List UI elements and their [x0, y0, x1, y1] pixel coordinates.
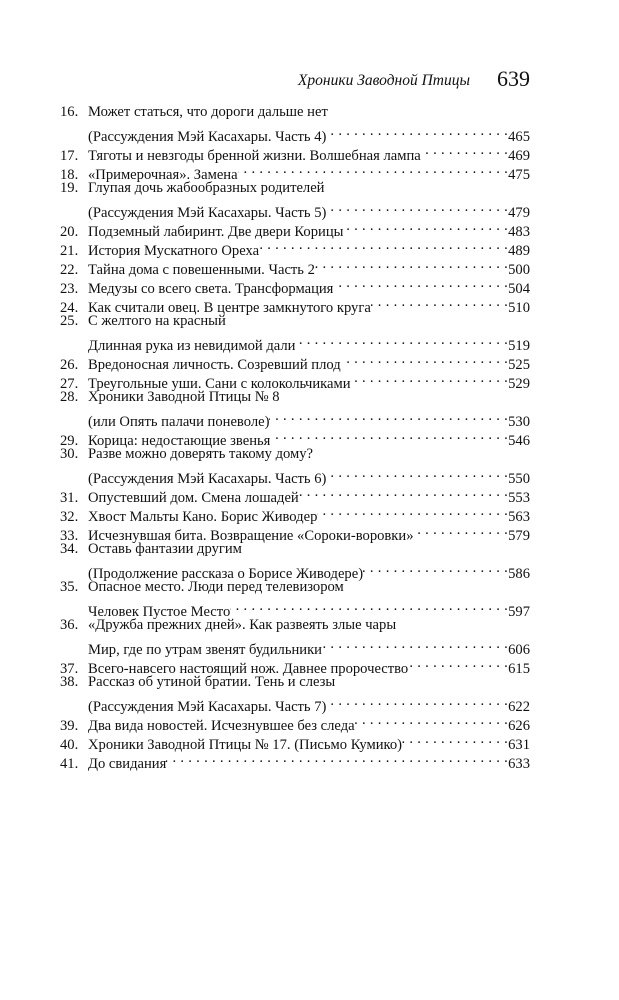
dot-leader [408, 654, 508, 673]
dot-leader [322, 635, 508, 654]
toc-line [60, 673, 530, 692]
toc-entry-title: Хроники Заводной Птицы № 17. (Письмо Кумико) [88, 737, 403, 753]
toc-entry [60, 179, 530, 221]
toc-entry-title: Мир, где по утрам звенят будильники [88, 642, 322, 658]
dot-leader [270, 426, 508, 445]
table-of-contents [60, 103, 530, 772]
toc-entry-number: 27. [60, 376, 79, 392]
toc-entry-title: Два вида новостей. Исчезнувшее без следа [88, 718, 355, 734]
toc-entry-title: (Продолжение рассказа о Борисе Живодере) [88, 566, 364, 582]
toc-entry-title: Опасное место. Люди перед телевизором [88, 579, 344, 595]
toc-entry-page: 525 [508, 357, 530, 373]
dot-leader [326, 122, 508, 141]
toc-entry-title: Опустевший дом. Смена лошадей [88, 490, 299, 506]
toc-line [60, 179, 530, 198]
toc-entry [60, 578, 530, 620]
toc-entry [60, 445, 530, 487]
dot-leader [421, 141, 508, 160]
toc-entry-title: Глупая дочь жабообразных родителей [88, 180, 325, 196]
toc-entry-title: (Рассуждения Мэй Касахары. Часть 6) [88, 471, 327, 487]
toc-entry-title: Тяготы и невзгоды бренной жизни. Волшебная лампа [88, 148, 421, 164]
dot-leader [333, 274, 508, 293]
toc-entry-title: Тайна дома с повешенными. Часть 2 [88, 262, 315, 278]
toc-entry-page: 489 [508, 243, 530, 259]
toc-entry-page: 510 [508, 300, 530, 316]
dot-leader [371, 293, 508, 312]
toc-entry-number: 31. [60, 490, 79, 506]
dot-leader [299, 483, 508, 502]
toc-entry-page: 579 [508, 528, 530, 544]
toc-entry-title: Человек Пустое Место [88, 604, 231, 620]
dot-leader [259, 236, 508, 255]
toc-entry-number: 17. [60, 148, 79, 164]
toc-entry-page: 529 [508, 376, 530, 392]
toc-entry-title: Может статься, что дороги дальше нет [88, 104, 328, 120]
toc-entry-title: Вредоносная личность. Созревший плод [88, 357, 341, 373]
toc-entry-number: 33. [60, 528, 79, 544]
toc-entry-page: 633 [508, 756, 530, 772]
toc-line [60, 559, 530, 582]
toc-entry-number: 21. [60, 243, 79, 259]
dot-leader [402, 730, 508, 749]
dot-leader [351, 369, 509, 388]
toc-entry-title: Разве можно доверять такому дому? [88, 446, 314, 462]
toc-line [60, 122, 530, 145]
toc-line [60, 445, 530, 464]
toc-entry-number: 20. [60, 224, 79, 240]
toc-entry-number: 19. [60, 180, 79, 196]
dot-leader [326, 464, 508, 483]
toc-entry-number: 35. [60, 579, 79, 595]
toc-entry-page: 546 [508, 433, 530, 449]
dot-leader [343, 217, 508, 236]
toc-entry-page: 469 [508, 148, 530, 164]
toc-entry-page: 626 [508, 718, 530, 734]
toc-entry-number: 37. [60, 661, 79, 677]
toc-entry-number: 29. [60, 433, 79, 449]
toc-entry-number: 36. [60, 617, 79, 633]
toc-entry-page: 479 [508, 205, 530, 221]
toc-entry-title: (Рассуждения Мэй Касахары. Часть 5) [88, 205, 327, 221]
toc-entry-title: «Примерочная». Замена [88, 167, 238, 183]
toc-line [60, 597, 530, 620]
toc-entry-title: Треугольные уши. Сани с колокольчиками [88, 376, 351, 392]
toc-entry-page: 553 [508, 490, 530, 506]
toc-entry-page: 563 [508, 509, 530, 525]
toc-entry-page: 550 [508, 471, 530, 487]
toc-entry [60, 616, 530, 658]
toc-entry-title: (или Опять палачи поневоле) [88, 414, 270, 430]
toc-entry-number: 34. [60, 541, 79, 557]
toc-entry-page: 483 [508, 224, 530, 240]
dot-leader [238, 160, 509, 179]
toc-line [60, 692, 530, 715]
toc-entry-number: 41. [60, 756, 79, 772]
toc-entry-page: 504 [508, 281, 530, 297]
dot-leader [326, 692, 508, 711]
toc-line [60, 407, 530, 430]
toc-entry-number: 28. [60, 389, 79, 405]
dot-leader [317, 502, 508, 521]
toc-line [60, 198, 530, 221]
toc-entry-title: «Дружба прежних дней». Как развеять злые чары [88, 617, 397, 633]
toc-line [60, 578, 530, 597]
toc-line [60, 103, 530, 122]
toc-entry-title: Рассказ об утиной братии. Тень и слезы [88, 674, 336, 690]
toc-entry-title: С желтого на красный [88, 313, 226, 329]
toc-entry-page: 615 [508, 661, 530, 677]
toc-entry-title: (Рассуждения Мэй Касахары. Часть 4) [88, 129, 327, 145]
toc-entry-number: 32. [60, 509, 79, 525]
toc-entry-title: Медузы со всего света. Трансформация [88, 281, 334, 297]
toc-entry-title: Подземный лабиринт. Две двери Корицы [88, 224, 344, 240]
toc-entry-number: 16. [60, 104, 79, 120]
toc-entry-number: 23. [60, 281, 79, 297]
toc-entry-title: (Рассуждения Мэй Касахары. Часть 7) [88, 699, 327, 715]
dot-leader [414, 521, 509, 540]
toc-entry-number: 30. [60, 446, 79, 462]
toc-entry-number: 26. [60, 357, 79, 373]
toc-entry [60, 103, 530, 145]
toc-entry-number: 22. [60, 262, 79, 278]
dot-leader [363, 559, 508, 578]
toc-line [60, 616, 530, 635]
dot-leader [326, 198, 508, 217]
toc-entry-number: 40. [60, 737, 79, 753]
toc-entry-title: Длинная рука из невидимой дали [88, 338, 296, 354]
toc-line [60, 635, 530, 658]
toc-entry-number: 25. [60, 313, 79, 329]
toc-entry-title: Как считали овец. В центре замкнутого круга [88, 300, 371, 316]
dot-leader [315, 255, 508, 274]
toc-entry-page: 465 [508, 129, 530, 145]
toc-line [60, 464, 530, 487]
dot-leader [295, 331, 508, 350]
toc-entry-page: 586 [508, 566, 530, 582]
toc-entry-page: 475 [508, 167, 530, 183]
toc-entry [60, 673, 530, 715]
toc-entry-title: Корица: недостающие звенья [88, 433, 271, 449]
toc-entry-page: 500 [508, 262, 530, 278]
toc-entry-page: 622 [508, 699, 530, 715]
toc-entry-page: 530 [508, 414, 530, 430]
dot-leader [355, 711, 509, 730]
toc-entry-title: Хвост Мальты Кано. Борис Живодер [88, 509, 318, 525]
toc-entry-title: Хроники Заводной Птицы № 8 [88, 389, 280, 405]
dot-leader [341, 350, 508, 369]
dot-leader [269, 407, 508, 426]
toc-entry-page: 606 [508, 642, 530, 658]
dot-leader [166, 749, 508, 768]
toc-entry-title: Исчезнувшая бита. Возвращение «Сороки-воровки» [88, 528, 414, 544]
toc-entry-page: 519 [508, 338, 530, 354]
toc-entry-number: 39. [60, 718, 79, 734]
toc-entry-title: Оставь фантазии другим [88, 541, 242, 557]
toc-entry-page: 631 [508, 737, 530, 753]
page-header [60, 66, 530, 94]
dot-leader [230, 597, 508, 616]
toc-entry-number: 18. [60, 167, 79, 183]
toc-entry-number: 38. [60, 674, 79, 690]
toc-entry-title: Всего-навсего настоящий нож. Давнее пророчество [88, 661, 409, 677]
running-title: Хроники Заводной Птицы [297, 72, 470, 89]
toc-entry-number: 24. [60, 300, 79, 316]
toc-entry-title: История Мускатного Ореха [88, 243, 260, 259]
toc-entry-page: 597 [508, 604, 530, 620]
toc-line [60, 331, 530, 354]
toc-entry-title: До свидания [88, 756, 167, 772]
page-number: 639 [497, 66, 530, 91]
